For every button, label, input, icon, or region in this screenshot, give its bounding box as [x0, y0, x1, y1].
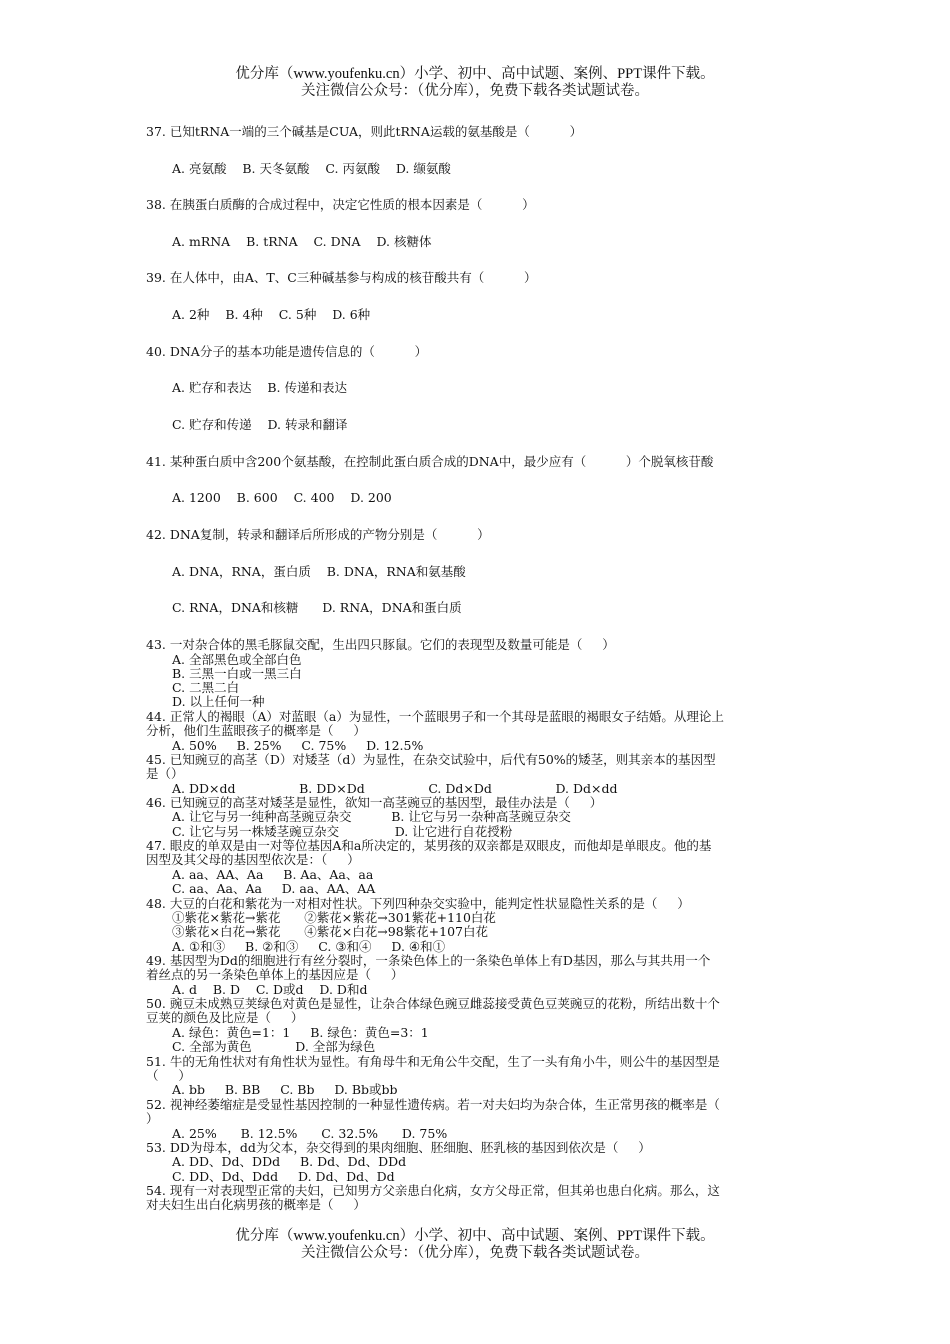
question-text-line: 45. 已知豌豆的高茎（D）对矮茎（d）为显性，在杂交试验中，后代有50%的矮茎，则其亲本的基因型	[146, 752, 716, 767]
question-text-line: （ ）	[146, 1068, 191, 1083]
answer-options-line: A. DD×dd B. DD×Dd C. Dd×Dd D. Dd×dd	[172, 781, 618, 796]
answer-options-line: C. RNA，DNA和核糖 D. RNA，DNA和蛋白质	[172, 600, 462, 615]
page-footer	[0, 1228, 950, 1262]
answer-options-line: C. 二黑二白	[172, 680, 240, 695]
answer-options-line: A. 贮存和表达 B. 传递和表达	[172, 380, 348, 395]
question-text-line: 38. 在胰蛋白质酶的合成过程中，决定它性质的根本因素是（ ）	[146, 197, 535, 212]
answer-options-line: C. DD、Dd、Ddd D. Dd、Dd、Dd	[172, 1169, 395, 1184]
question-text-line: ）	[146, 1111, 159, 1126]
answer-options-line: C. 全部为黄色 D. 全部为绿色	[172, 1039, 376, 1054]
answer-options-line: A. 亮氨酸 B. 天冬氨酸 C. 丙氨酸 D. 缬氨酸	[172, 161, 451, 176]
question-text-line: 是（）	[146, 766, 184, 781]
question-text-line: 52. 视神经萎缩症是受显性基因控制的一种显性遗传病。若一对夫妇均为杂合体，生正常男孩的概率是（	[146, 1097, 720, 1112]
answer-options-line: A. 让它与另一纯种高茎豌豆杂交 B. 让它与另一杂种高茎豌豆杂交	[172, 809, 571, 824]
answer-options-line: A. 全部黑色或全部白色	[172, 652, 302, 667]
answer-options-line: ③紫花×白花→紫花 ④紫花×白花→98紫花+107白花	[172, 924, 488, 939]
answer-options-line: ①紫花×紫花→紫花 ②紫花×紫花→301紫花+110白花	[172, 910, 496, 925]
answer-options-line: A. bb B. BB C. Bb D. Bb或bb	[172, 1082, 398, 1097]
question-text-line: 49. 基因型为Dd的细胞进行有丝分裂时，一条染色体上的一条染色单体上有D基因，那么与其共用一个	[146, 953, 711, 968]
question-text-line: 47. 眼皮的单双是由一对等位基因A和a所决定的，某男孩的双亲都是双眼皮，而他却是单眼皮。他的基	[146, 838, 712, 853]
question-text-line: 分析，他们生蓝眼孩子的概率是（ ）	[146, 723, 366, 738]
answer-options-line: A. 绿色：黄色=1：1 B. 绿色：黄色=3：1	[172, 1025, 429, 1040]
question-text-line: 53. DD为母本，dd为父本，杂交得到的果肉细胞、胚细胞、胚乳核的基因到依次是（ ）	[146, 1140, 651, 1155]
question-text-line: 因型及其父母的基因型依次是：（ ）	[146, 852, 360, 867]
answer-options-line: B. 三黑一白或一黑三白	[172, 666, 302, 681]
footer-line-1: 优分库（www.youfenku.cn）小学、初中、高中试题、案例、PPT课件下载。	[235, 1228, 715, 1244]
question-text-line: 40. DNA分子的基本功能是遗传信息的（ ）	[146, 344, 428, 359]
answer-options-line: A. DNA，RNA，蛋白质 B. DNA，RNA和氨基酸	[172, 564, 466, 579]
footer-line-2: 关注微信公众号：（优分库），免费下载各类试题试卷。	[301, 1245, 649, 1261]
answer-options-line: A. 2种 B. 4种 C. 5种 D. 6种	[172, 307, 371, 322]
answer-options-line: D. 以上任何一种	[172, 694, 265, 709]
header-line-1: 优分库（www.youfenku.cn）小学、初中、高中试题、案例、PPT课件下载。	[235, 66, 715, 82]
question-text-line: 46. 已知豌豆的高茎对矮茎是显性，欲知一高茎豌豆的基因型，最佳办法是（ ）	[146, 795, 603, 810]
answer-options-line: A. ①和③ B. ②和③ C. ③和④ D. ④和①	[172, 939, 446, 954]
answer-options-line: A. 50% B. 25% C. 75% D. 12.5%	[172, 738, 424, 753]
answer-options-line: A. mRNA B. tRNA C. DNA D. 核糖体	[172, 234, 432, 249]
question-text-line: 着丝点的另一条染色单体上的基因应是（ ）	[146, 967, 404, 982]
question-text-line: 39. 在人体中，由A、T、C三种碱基参与构成的核苷酸共有（ ）	[146, 270, 537, 285]
answer-options-line: C. 贮存和传递 D. 转录和翻译	[172, 417, 348, 432]
answer-options-line: A. d B. D C. D或d D. D和d	[172, 982, 368, 997]
answer-options-line: A. 1200 B. 600 C. 400 D. 200	[172, 490, 392, 505]
question-text-line: 43. 一对杂合体的黑毛豚鼠交配，生出四只豚鼠。它们的表现型及数量可能是（ ）	[146, 637, 615, 652]
question-text-line: 44. 正常人的褐眼（A）对蓝眼（a）为显性，一个蓝眼男子和一个其母是蓝眼的褐眼女子结婚。从理论上	[146, 709, 724, 724]
question-text-line: 37. 已知tRNA一端的三个碱基是CUA，则此tRNA运载的氨基酸是（ ）	[146, 124, 583, 139]
answer-options-line: C. 让它与另一株矮茎豌豆杂交 D. 让它进行自花授粉	[172, 824, 513, 839]
answer-options-line: A. 25% B. 12.5% C. 32.5% D. 75%	[172, 1126, 448, 1141]
question-text-line: 50. 豌豆未成熟豆荚绿色对黄色是显性，让杂合体绿色豌豆雌蕊接受黄色豆荚豌豆的花粉，所结出数十个	[146, 996, 720, 1011]
question-text-line: 48. 大豆的白花和紫花为一对相对性状。下列四种杂交实验中，能判定性状显隐性关系的是（ ）	[146, 896, 690, 911]
question-text-line: 对夫妇生出白化病男孩的概率是（ ）	[146, 1197, 366, 1212]
question-text-line: 54. 现有一对表现型正常的夫妇，已知男方父亲患白化病，女方父母正常，但其弟也患白化病。那么，这	[146, 1183, 720, 1198]
answer-options-line: A. DD、Dd、DDd B. Dd、Dd、DDd	[172, 1154, 407, 1169]
question-text-line: 51. 牛的无角性状对有角性状为显性。有角母牛和无角公牛交配，生了一头有角小牛，则公牛的基因型是	[146, 1054, 720, 1069]
answer-options-line: C. aa、Aa、Aa D. aa、AA、AA	[172, 881, 376, 896]
question-text-line: 42. DNA复制，转录和翻译后所形成的产物分别是（ ）	[146, 527, 490, 542]
header-line-2: 关注微信公众号：（优分库），免费下载各类试题试卷。	[301, 83, 649, 99]
answer-options-line: A. aa、AA、Aa B. Aa、Aa、aa	[172, 867, 374, 882]
question-text-line: 豆荚的颜色及比应是（ ）	[146, 1010, 304, 1025]
question-text-line: 41. 某种蛋白质中含200个氨基酸，在控制此蛋白质合成的DNA中，最少应有（ ）个脱氧核苷酸	[146, 454, 714, 469]
